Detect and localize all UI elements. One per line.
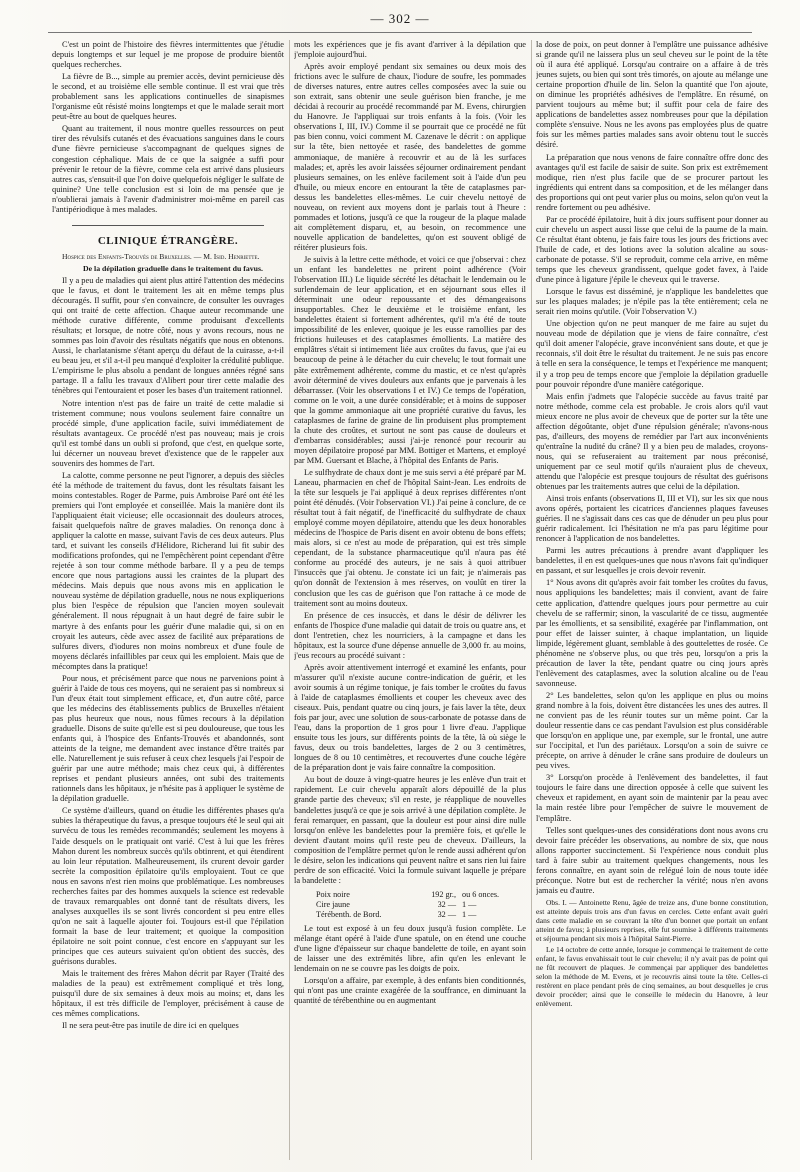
paragraph: Telles sont quelques-unes des considérations dont nous avons cru devoir faire précéder les observations, au nombre de six, que nous allons rapporter succinctement. Si l'expérience nous conduit plus tard à faire subir au traitement quelques changements, nous les ferons connaître, en ayant soin de relégué loin de nous toute idée préconçue. Notre but est de rechercher la vérité; nous n'en avons jamais eu d'autre. xyxy=(536,825,768,895)
paragraph: Le tout est exposé à un feu doux jusqu'à fusion complète. Le mélange étant opéré à l'aide d'une spatule, on en étend une couche d'une ligne d'épaisseur sur chaque bandelette de toile, en ayant soin de laisser une des extrémités libre, afin qu'en les enlevant le lendemain on ne se couvre pas les doigts de poix. xyxy=(294,923,526,974)
paragraph: Après avoir employé pendant six semaines ou deux mois des frictions avec le sulfure de chaux, l'iodure de soufre, les pommades de diverses natures, entre autres celles composées avec la suie ou son extrait, sans obtenir une seule guérison bien franche, je me décidai à recourir au procédé recommandé par M. Evens, chirurgien du Hanovre. Je l'appliquai sur trois enfants à la fois. (Voir les observations I, III, IV.) Comme il se pourrait que ce procédé ne fût pas bien connu, voici comment M. Cazenave le décrit : on applique sur la tête, bien nettoyée et rasée, des bandelettes de gomme ammoniaque, de manière à recouvrir et au de là les surfaces malades; et, après les avoir laissées séjourner ordinairement pendant plusieurs semaines, on les enlève facilement soit à l'aide d'un peu d'huile, ou mieux encore en entourant la tête de cataplasmes par-dessus les bandelettes elles-mêmes. Le cuir chevelu nettoyé de nouveau, on revient aux moyens dont je parlais tout à l'heure : pommades et lotions, jusqu'à ce que la rougeur de la plaque malade ait complètement disparu, et, au besoin, on recommence une nouvelle application de bandelettes, qu'on est souvent obligé de réitérer plusieurs fois. xyxy=(294,62,526,252)
paragraph: Mais le traitement des frères Mahon décrit par Rayer (Traité des maladies de la peau) est extrêmement compliqué et très long, puisqu'il dure de six semaines à deux mois au moins; et, dans les hôpitaux, il est très difficile de l'employer, précisément à cause de ces mêmes complications. xyxy=(52,969,284,1019)
paragraph: 1° Nous avons dit qu'après avoir fait tomber les croûtes du favus, nous appliquions les bandelettes; mais il convient, avant de faire cette application, d'attendre quelques jours pour permettre au cuir chevelu de se raffermir; sinon, la vascularité de ce tissu, augmentée par les émollients, et sa sensibilité, exagérée par l'inflammation, ont pour effet de laisser suinter, à chaque implantation, un liquide limpide, légèrement gluant, semblable à des gouttelettes de rosée. Ce phénomène ne s'observe plus, ou que très peu, lorsqu'on a pris la précaution de laver la tête, pendant quatre ou cinq jours après l'enlèvement des cataplasmes, avec la solution alcaline ou de l'eau savonneuse. xyxy=(536,578,768,688)
recipe-table xyxy=(316,890,526,920)
column-1 xyxy=(52,40,284,1160)
section-title: CLINIQUE ÉTRANGÈRE. xyxy=(97,234,239,247)
paragraph: Lorsque le favus est disséminé, je n'applique les bandelettes que sur les plaques malades; je n'épile pas la tête entièrement; cela ne serait rien moins qu'utile. (Voir l'observation V.) xyxy=(536,287,768,317)
paragraph: Quant au traitement, il nous montre quelles ressources on peut tirer des révulsifs cutanés et des évacuations sanguines dans le cours d'une fièvre pernicieuse s'accompagnant de quelques signes de congestion céphalique. Mais de ce que la saignée a suffi pour prévenir le retour de la fièvre, comme cela est arrivé dans plusieurs autres cas, s'ensuit-il que l'on doive quelquefois négliger le sulfate de quinine? Une telle conclusion est si loin de ma pensée que je n'oublierai jamais à l'avenir d'administrer moi-même en pareil cas l'antipériodique à mes malades. xyxy=(52,124,284,214)
section-divider xyxy=(72,225,264,226)
page-header xyxy=(0,8,800,30)
paragraph: Parmi les autres précautions à prendre avant d'appliquer les bandelettes, il en est quelques-unes que nous n'avons fait qu'indiquer en passant, et sur lesquelles je crois devoir revenir. xyxy=(536,546,768,576)
ingredient-alt-quantity: ou 6 onces. xyxy=(462,889,500,899)
paragraph: Il ne sera peut-être pas inutile de dire ici en quelques xyxy=(62,1021,239,1031)
paragraph: La préparation que nous venons de faire connaître offre donc des avantages qu'il est facile de saisir de suite. Son prix est extrêmement modique, rien n'est plus facile que de se procurer partout les ingrédients qui entrent dans sa composition, et de les mélanger dans des proportions qui ont peut varier plus ou moins, selon qu'on veut la rendre fortement ou peu adhésive. xyxy=(536,152,768,212)
text-columns xyxy=(52,40,768,1160)
paragraph: 2° Les bandelettes, selon qu'on les applique en plus ou moins grand nombre à la fois, doivent être distancées les unes des autres. Il ne convient pas de les réunir toutes sur un même point. Car la douleur ressentie dans ce cas pendant l'avulsion est plus considérable que lorsqu'on en applique une, par exemple, sur le frontal, une autre sur l'occipital, et l'un des pariétaux. Lorsqu'on a soin de suivre ce précepte, on arrive à dénuder le crâne sans produire de douleurs un peu vives. xyxy=(536,690,768,771)
recipe-row xyxy=(316,910,526,920)
paragraph: Mais enfin j'admets que l'alopécie succède au favus traité par notre méthode, comme cela est probable. Je crois alors qu'il vaut mieux encore ne plus avoir de cheveux que de porter sur la tête une affection dégoûtante, objet d'une répulsion générale; n'avons-nous pas, d'ailleurs, des moyens de remédier par l'art aux inconvénients qu'entraîne la nudité du crâne? Il y a bien peu de malades, croyons-nous, qui se refuseraient au traitement par nous préconisé, uniquement par ce seul motif qu'ils n'auraient plus de cheveux, attendu que l'alopécie est presque toujours de résultat des guérisons obtenues par les traitements autres que celui de la dépilation. xyxy=(536,391,768,492)
observation-note: Le 14 octobre de cette année, lorsque je commençai le traitement de cette enfant, le favus envahissait tout le cuir chevelu; il n'y avait pas de point qui ne fût recouvert de plaques. Je commençai par appliquer des bandelettes selon la méthode de M. Evens, et je recouvris ainsi toute la tête. Celles-ci restèrent en place pendant près de cinq semaines, au bout desquelles je crus devoir procéder; ainsi que le conseille le médecin du Hanovre, à leur enlèvement. xyxy=(536,944,768,1008)
paragraph: Ce système d'ailleurs, quand on étudie les différentes phases qu'a subies la thérapeutique du favus, a presque toujours été le seul qui ait survécu de tous les remèdes recommandés; seulement les moyens à l'aide desquels on le pratiquait ont varié. C'est à lui que les frères Mahon durent les nombreux succès qu'ils obtinrent, et qui étendirent au loin leur réputation. Malheureusement, ils crurent devoir garder secrète la composition épilatoire qu'ils employaient. Tout ce que nous en savons n'est rien moins que problématique. Les nombreuses recherches faites par des hommes auxquels la science est redevable de travaux remarquables ont donné tant de résultats divers, les analyses auxquelles ils se sont livrés concordent si peu entre elles qu'on ne sait à laquelle ajouter foi. Toujours est-il que l'épilation formait la base de leur traitement; et quoique la composition épilatoire ne soit point connue, c'est encore en s'appuyant sur les principes que ces auteurs suivaient qu'on obtient des succès, des guérisons durables. xyxy=(52,806,284,967)
ingredient-quantity: 32 — xyxy=(437,909,456,919)
header-rule xyxy=(48,32,752,33)
ingredient-alt-quantity: 1 — xyxy=(462,909,477,919)
paragraph: Une objection qu'on ne peut manquer de me faire au sujet du nouveau mode de dépilation que je viens de faire connaître, c'est qu'il doit amener l'alopécie, grave inconvénient sans doute, et que je reconnais, s'il doit être le résultat du traitement. Je ne suis pas encore à telle en sera la conséquence, le temps et l'expérience me manquent; il y a trop peu de temps encore que j'emploie la dépilation graduelle pour pouvoir répondre d'une manière catégorique. xyxy=(536,319,768,389)
paragraph: Pour nous, et précisément parce que nous ne parvenions point à guérir à l'aide de tous ces moyens, qui ne seraient pas si nombreux si l'un d'eux était tout simplement efficace, et, d'un autre côté, parce que les médecins des établissements publics de Bruxelles n'étaient pas plus heureux que nous, nous fûmes recours à la dépilation graduelle. Disons de suite qu'elle est si peu douloureuse, que tous les enfants qui, à l'hospice des Enfants-Trouvés et abandonnés, sont atteints de la teigne, me demandent avec instance d'être traités par elle. Naturellement je suis refuser à ceux chez lesquels j'ai l'espoir de guérir par une autre méthode; mais chez ceux qui, à différentes reprises et pendant plusieurs années, ont subi des traitements rationnels dans les hôpitaux, je n'hésite pas à appliquer le système de la dépilation graduelle. xyxy=(52,673,284,804)
paragraph: Notre intention n'est pas de faire un traité de cette maladie si tristement commune; nous voulons seulement faire connaître un procédé simple, d'une application facile, suivi immédiatement de résultats avantageux. Ce procédé n'est pas nouveau; mais je crois qu'il est tombé dans un oubli si profond, que c'est, en quelque sorte, lui décerner un nouveau brevet d'existence que de le rappeler aux souvenirs des hommes de l'art. xyxy=(52,398,284,468)
recipe-row xyxy=(316,890,526,900)
column-2 xyxy=(294,40,526,1160)
ingredient-alt-quantity: 1 — xyxy=(462,899,477,909)
paragraph: C'est un point de l'histoire des fièvres intermittentes que j'étudie depuis longtemps et sur lequel je me propose de produire bientôt quelques recherches. xyxy=(52,40,284,70)
hospital-line: Hospice des Enfants-Trouvés de Bruxelles. — M. Isid. Henriette. xyxy=(62,251,260,261)
ingredient-quantity: 32 — xyxy=(437,899,456,909)
paragraph: En présence de ces insuccès, et dans le désir de délivrer les enfants de l'hospice d'une maladie qui datait de trois ou quatre ans, et dont l'entretien, chez les nourriciers, à la campagne et dans les hôpitaux, est la source d'une dépense annuelle de 3,000 fr. au moins, j'eus recours au procédé suivant : xyxy=(294,610,526,660)
paragraph: Après avoir attentivement interrogé et examiné les enfants, pour m'assurer qu'il n'existe aucune contre-indication de guérir, et les avoir soumis à un régime tonique, je fais tomber le croûtes du favus à l'aide de cataplasmes émollients et couper les cheveux avec des ciseaux. Puis, pendant quatre ou cinq jours, je fais laver la tête, deux fois par jour, avec une solution de sous-carbonate de potasse dans de l'eau, dans la proportion de 1 gros pour 1 livre d'eau. J'applique ensuite tous les jours, sur différents points de la tête, là où siège le favus, deux ou trois bandelettes, larges de 2 ou 3 centimètres, longues de 8 ou 10 centimètres, et recouvertes d'une couche légère de la préparation dont je vais faire connaître la composition. xyxy=(294,662,526,773)
paragraph: la dose de poix, on peut donner à l'emplâtre une puissance adhésive si grande qu'il ne laissera plus un seul cheveu sur le point de la tête où il aura été appliqué. Lorsqu'au contraire on a affaire à de très jeunes sujets, ou bien qui sont très timorés, on ajoute au mélange une certaine proportion d'huile de lin. Selon la quantité que l'on ajoute, on diminue les propriétés adhésives de l'emplâtre. En résumé, on parvient toujours au même but; il suffit pour cela de faire des applications de bandelettes assez nombreuses pour que la dépilation complète s'ensuive. Nous ne les avons pas employées plus de quatre fois sur les mêmes parties malades sans avoir obtenu tout le succès désiré. xyxy=(536,40,768,150)
ingredient-name: Térébenth. de Bord. xyxy=(316,909,382,919)
ingredient-name: Cire jaune xyxy=(316,899,350,909)
paragraph: La fièvre de B..., simple au premier accès, devint pernicieuse dès le second, et au troisième elle semble continue. Il est vrai que très probablement sans les applications continuelles de sinapismes l'organisme eût résisté moins longtemps et que le malade serait mort peut-être au bout de quelques heures. xyxy=(52,72,284,122)
ingredient-quantity: 192 gr., xyxy=(431,889,456,899)
paragraph: mots les expériences que je fis avant d'arriver à la dépilation que j'emploie aujourd'hui. xyxy=(294,40,526,60)
paragraph: Au bout de douze à vingt-quatre heures je les enlève d'un trait et rapidement. Le cuir chevelu apparaît alors dépouillé de la plus grande partie des cheveux; s'il en reste, je réapplique de nouvelles bandelettes jusqu'à ce que je sois arrivé à une dépilation complète. Je ferai remarquer, en passant, que la douleur est pour ainsi dire nulle lorsqu'on enlève les bandelettes pour la première fois, et qu'elle le devient d'autant moins qu'il reste peu de cheveux. D'ailleurs, la composition de l'emplâtre permet qu'on le rende aussi adhérent qu'on le désire, selon les indications qui peuvent naître et sans rien lui faire perdre de son efficacité. Voici la formule suivant laquelle je prépare la bandelette : xyxy=(294,775,526,885)
column-3 xyxy=(536,40,768,1160)
paragraph: 3° Lorsqu'on procède à l'enlèvement des bandelettes, il faut toujours le faire dans une direction opposée à celle que suivent les cheveux et rapidement, en ayant soin de maintenir par la peau avec la main restée libre pour l'empêcher de suivre le mouvement de l'emplâtre. xyxy=(536,773,768,823)
paragraph: Ainsi trois enfants (observations II, III et VI), sur les six que nous avons opérés, portaient les cicatrices d'anciennes plaques faveuses guéries. Il ne s'agissait dans ces cas que de dénuder un peu plus pour guérir radicalement. Ici l'hésitation ne m'a pas paru légitime pour renoncer à l'application de nos bandelettes. xyxy=(536,494,768,544)
observation-note: Obs. I. — Antoinette Renu, âgée de treize ans, d'une bonne constitution, est atteinte depuis trois ans d'un favus en cercles. Cette enfant avait guéri dans cette maladie en se couvrant la tête d'un bonnet que portait un enfant atteint de favus; à plusieurs reprises, elle fut soumise à différents traitements et séjourna pendant six mois à l'hôpital Saint-Pierre. xyxy=(536,897,768,943)
paragraph: La calotte, comme personne ne peut l'ignorer, a depuis des siècles été la méthode de traitement du favus, dont les résultats faisant les moins contestables. Roger de Parme, puis Ambroise Paré ont été les premiers qui l'ont employée et conseillée. Mais la manière dont ils l'appliquaient était vicieuse; elle occasionnait des douleurs atroces, faisait quelquefois naître de graves maladies. On renonça donc à appliquer la calotte en masse, suivant l'avis de ces deux auteurs. Plus tard, et suivant les conseils d'Hélidore, Richerand lui fit subir des modifications profondes, qui ne l'empêchèrent point cependant d'être rejetée à son tour comme méthode barbare. Il y a peu de temps encore que nous partagions aussi les craintes de la plupart des médecins. Mais depuis que nous avons mis en application le nouveau système de dépilation graduelle, nous ne nous expliquerions plus bien l'espèce de répulsion que l'ancien moyen soulevait généralement. Il nous répugnait à un haut degré de faire subir le martyre à des enfants pour les guérir d'une maladie qui, si on en croyait les auteurs, cède avec assez de facilité aux préparations de sulfures divers, d'iodures non moins nombreux et d'une foule de moyens déclarés infaillibles par ceux qui les emploient. Mais que de mécomptes dans la pratique! xyxy=(52,470,284,671)
page-number: — 302 — xyxy=(370,11,430,26)
paragraph: Le sulfhydrate de chaux dont je me suis servi a été préparé par M. Laneau, pharmacien en chef de l'hôpital Saint-Jean. Les endroits de la tête sur lesquels je l'ai appliqué à deux reprises différentes n'ont point été dénudés. (Voir l'observation VI.) J'ai peine à conclure, de ce résultat tout à fait négatif, de l'inefficacité du sulfhydrate de chaux employé comme moyen dépilatoire, attendu que les deux honorables médecins de l'hospice de Paris disent en avoir obtenu de bons effets; mais alors, si ce n'est au mode de préparation, qui est très simple cependant, de la substance pharmaceutique qu'il n'aura pas été conforme au procédé des auteurs, je ne sais à quoi attribuer l'insuccès que j'ai obtenu. Je constate ici un fait; je n'aimerais pas qu'on donnât de l'extension à mes réserves, on voulût en tirer la conclusion que les cas de guérison que l'on rattache à ce mode de traitement sont au moins douteux. xyxy=(294,467,526,608)
paragraph: Je suivis à la lettre cette méthode, et voici ce que j'observai : chez un enfant les bandelettes ne prirent point adhérence (Voir l'observation III.) Le liquide sécrété les détachait le lendemain ou le surlendemain de leur application, et en séjournant sous elles il déterminait une odeur repoussante et des démangeaisons insupportables. Chez le deuxième et le troisième enfant, les bandelettes étaient si fortement adhérentes, qu'il m'a été de toute impossibilité de les enlever, quoique je les eusse ramollies par des frictions huileuses et des cataplasmes émollients. La matière des emplâtres s'était si intimement liée aux croûtes du favus, que j'ai eu beaucoup de peine à le détacher du cuir chevelu; le tout formait une pâte extrêmement adhérente, comme du mastic, et ce n'est qu'après avoir déterminé de vives douleurs aux enfants que je parvenais à les débarrasser. (Voir les observations I et IV.) Ce temps de l'opération, comme on le voit, a une durée considérable; et à moins de supposer que la gomme ammoniaque ait une propriété curative du favus, les cataplasmes de farine de graine de lin produisent plus promptement la chute des croûtes, et surtout ne sont pas cause de douleurs et d'embarras considérables; aussi j'ai-je renoncé pour recourir au moyen dépilatoire proposé par MM. Bottiger et Martens, et employé par MM. Guersant et Blache, à l'hôpital des Enfants de Paris. xyxy=(294,254,526,465)
recipe-row xyxy=(316,900,526,910)
paragraph: Lorsqu'on a affaire, par exemple, à des enfants bien conditionnés, qui n'ont pas une crainte exagérée de la souffrance, en diminuant la quantité de térébenthine ou en augmentant xyxy=(294,976,526,1006)
paragraph: Il y a peu de maladies qui aient plus attiré l'attention des médecins que le favus, et dont le traitement les ait en même temps plus découragés. Il suffit, pour s'en convaincre, de consulter les ouvrages qui ont traité de cette affection. Chaque auteur recommande une méthode curative différente, comme produisant d'excellents résultats; et lorsque, de notre côté, nous y avons recours, nous ne sommes pas loin d'avoir des résultats négatifs que nous en obtenons. Aussi, le charlatanisme s'étant aperçu du défaut de la cuirasse, a-t-il eu beau jeu, et s'il a-t-il peu manqué d'exploiter la crédulité publique. L'empirisme le plus absolu a pendant de longues années régné sans partage. Il a fallu les travaux d'Alibert pour tirer cette maladie des ténèbres qui l'entouraient et poser les bases d'un traitement rationnel. xyxy=(52,275,284,396)
paragraph: Par ce procédé épilatoire, huit à dix jours suffisent pour donner au cuir chevelu un aspect aussi lisse que celui de la paume de la main. Ce résultat étant obtenu, je fais faire tous les jours des frictions avec l'huile de cade, et des lotions avec la solution alcaline au sous-carbonate de potasse. S'il se reproduit, comme cela arrive, en même temps que les cheveux grandissent, quelque godet favex, à l'aide d'une pince à ligature j'épile le cheveux qui le traverse. xyxy=(536,214,768,285)
article-title: De la dépilation graduelle dans le traitement du favus. xyxy=(83,263,263,273)
ingredient-name: Poix noire xyxy=(316,889,350,899)
